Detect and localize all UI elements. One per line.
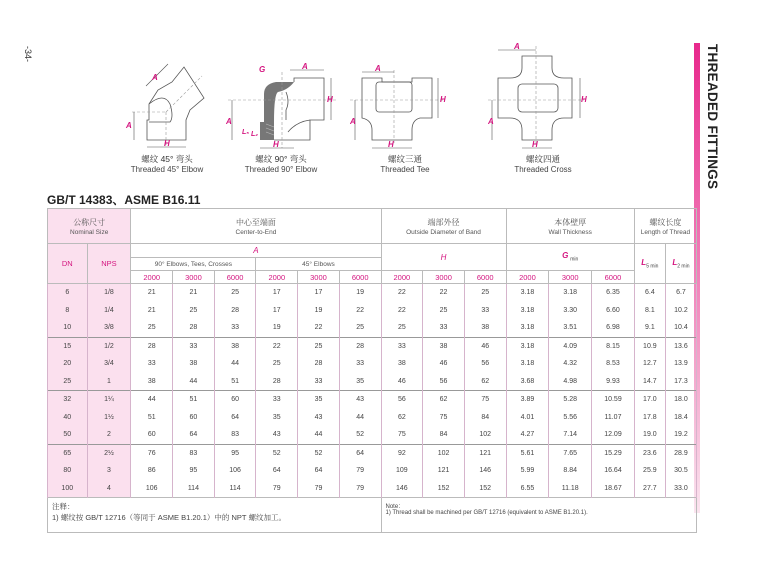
dim-label-a2: A <box>488 117 494 126</box>
cell-dn: 8 <box>48 302 88 320</box>
table-row <box>48 409 697 427</box>
dim-label-l5: L₅ <box>242 129 250 136</box>
table-cell: 76 <box>131 444 173 462</box>
table-cell: 33 <box>256 391 298 409</box>
cell-nps: 1/2 <box>87 337 131 355</box>
header-h: H <box>381 244 506 271</box>
table-cell: 22 <box>339 302 381 320</box>
header-l5-min: $L_{5 min}$ <box>634 244 665 284</box>
table-cell: 79 <box>256 480 298 498</box>
class-6000: 6000 <box>339 271 381 284</box>
table-cell: 25 <box>381 319 423 337</box>
table-cell: 114 <box>173 480 215 498</box>
table-cell: 86 <box>131 462 173 480</box>
table-cell: 64 <box>256 462 298 480</box>
table-cell: 60 <box>173 409 215 427</box>
cell-dn: 100 <box>48 480 88 498</box>
table-cell: 64 <box>214 409 256 427</box>
table-cell: 95 <box>214 444 256 462</box>
cell-nps: 1½ <box>87 409 131 427</box>
table-cell: 3.18 <box>506 284 549 302</box>
table-cell: 28 <box>298 355 340 373</box>
header-90-elbows: 90° Elbows, Tees, Crosses <box>131 258 256 271</box>
table-cell: 38 <box>131 373 173 391</box>
table-cell: 18.4 <box>665 409 696 427</box>
table-cell: 28 <box>214 302 256 320</box>
table-cell: 10.59 <box>592 391 635 409</box>
table-cell: 3.30 <box>549 302 592 320</box>
45-elbow-drawing <box>112 62 222 154</box>
table-cell: 7.14 <box>549 426 592 444</box>
table-cell: 83 <box>173 444 215 462</box>
table-cell: 43 <box>339 391 381 409</box>
table-row <box>48 462 697 480</box>
header-nps: NPS <box>87 244 131 284</box>
table-cell: 44 <box>298 426 340 444</box>
cell-nps: 1/4 <box>87 302 131 320</box>
table-cell: 33 <box>214 319 256 337</box>
table-cell: 3.68 <box>506 373 549 391</box>
table-cell: 9.93 <box>592 373 635 391</box>
cell-nps: 3 <box>87 462 131 480</box>
class-3000: 3000 <box>423 271 465 284</box>
table-cell: 19.2 <box>665 426 696 444</box>
table-cell: 35 <box>339 373 381 391</box>
table-cell: 6.4 <box>634 284 665 302</box>
table-cell: 38 <box>423 337 465 355</box>
table-row <box>48 284 697 302</box>
dim-label-h: H <box>581 95 587 104</box>
table-row <box>48 391 697 409</box>
table-cell: 5.99 <box>506 462 549 480</box>
table-cell: 3.89 <box>506 391 549 409</box>
table-group <box>48 391 697 445</box>
table-cell: 64 <box>173 426 215 444</box>
table-cell: 62 <box>423 391 465 409</box>
table-cell: 52 <box>298 444 340 462</box>
table-cell: 38 <box>173 355 215 373</box>
section-title: THREADED FITTINGS <box>705 44 720 190</box>
table-cell: 109 <box>381 462 423 480</box>
table-row <box>48 444 697 462</box>
table-cell: 35 <box>298 391 340 409</box>
table-cell: 102 <box>423 444 465 462</box>
cell-dn: 20 <box>48 355 88 373</box>
page-number: -34- <box>23 46 33 63</box>
header-wall-thickness: 本体壁厚 Wall Thickness <box>506 209 634 244</box>
table-cell: 64 <box>339 444 381 462</box>
cell-dn: 40 <box>48 409 88 427</box>
header-center-to-end: 中心至端面 Center-to-End <box>131 209 381 244</box>
table-cell: 25 <box>298 337 340 355</box>
table-cell: 11.18 <box>549 480 592 498</box>
table-cell: 44 <box>214 355 256 373</box>
table-cell: 30.5 <box>665 462 696 480</box>
dim-label-h2: H <box>327 95 333 104</box>
table-cell: 146 <box>464 462 506 480</box>
table-cell: 79 <box>339 480 381 498</box>
table-cell: 46 <box>464 337 506 355</box>
table-cell: 4.32 <box>549 355 592 373</box>
table-cell: 51 <box>131 409 173 427</box>
table-cell: 22 <box>256 337 298 355</box>
table-cell: 19 <box>339 284 381 302</box>
table-cell: 62 <box>464 373 506 391</box>
tee-drawing <box>350 62 460 154</box>
table-cell: 114 <box>214 480 256 498</box>
table-cell: 6.7 <box>665 284 696 302</box>
table-cell: 28 <box>173 319 215 337</box>
table-cell: 51 <box>173 391 215 409</box>
table-cell: 5.61 <box>506 444 549 462</box>
class-6000: 6000 <box>592 271 635 284</box>
table-cell: 95 <box>173 462 215 480</box>
cell-dn: 10 <box>48 319 88 337</box>
standard-title: GB/T 14383、ASME B16.11 <box>47 193 201 207</box>
figure-caption-en: Threaded 45° Elbow <box>130 165 204 174</box>
table-cell: 8.15 <box>592 337 635 355</box>
table-cell: 75 <box>423 409 465 427</box>
cell-dn: 15 <box>48 337 88 355</box>
table-cell: 17.3 <box>665 373 696 391</box>
table-cell: 9.1 <box>634 319 665 337</box>
table-cell: 3.18 <box>506 319 549 337</box>
table-cell: 38 <box>381 355 423 373</box>
table-cell: 28 <box>256 373 298 391</box>
header-dn: DN <box>48 244 88 284</box>
table-cell: 4.98 <box>549 373 592 391</box>
table-cell: 17 <box>298 284 340 302</box>
dim-label-g: G <box>259 65 266 74</box>
cell-nps: 2½ <box>87 444 131 462</box>
table-cell: 14.7 <box>634 373 665 391</box>
table-cell: 75 <box>464 391 506 409</box>
table-cell: 4.09 <box>549 337 592 355</box>
table-cell: 44 <box>339 409 381 427</box>
table-cell: 38 <box>464 319 506 337</box>
figure-caption-zh: 螺纹 45° 弯头 <box>141 154 193 164</box>
table-cell: 84 <box>423 426 465 444</box>
cell-dn: 25 <box>48 373 88 391</box>
table-cell: 13.9 <box>665 355 696 373</box>
figure-cross <box>488 42 598 175</box>
table-cell: 21 <box>131 302 173 320</box>
table-cell: 33 <box>131 355 173 373</box>
table-cell: 46 <box>423 355 465 373</box>
table-cell: 5.28 <box>549 391 592 409</box>
figure-caption-en: Threaded Cross <box>514 165 572 174</box>
class-3000: 3000 <box>173 271 215 284</box>
table-cell: 3.18 <box>549 284 592 302</box>
table-cell: 6.60 <box>592 302 635 320</box>
figure-caption-en: Threaded Tee <box>380 165 430 174</box>
table-cell: 4.01 <box>506 409 549 427</box>
table-cell: 21 <box>173 284 215 302</box>
dim-label-a: A <box>514 42 520 51</box>
header-outside-diameter: 端部外径 Outside Diameter of Band <box>381 209 506 244</box>
figure-caption-zh: 螺纹三通 <box>387 154 422 164</box>
cell-nps: 1¼ <box>87 391 131 409</box>
dim-label-h2: H <box>388 140 394 149</box>
table-cell: 92 <box>381 444 423 462</box>
table-cell: 5.56 <box>549 409 592 427</box>
table-cell: 44 <box>173 373 215 391</box>
table-cell: 17 <box>256 284 298 302</box>
table-cell: 33 <box>464 302 506 320</box>
class-2000: 2000 <box>131 271 173 284</box>
table-cell: 79 <box>339 462 381 480</box>
table-row <box>48 480 697 498</box>
table-cell: 56 <box>464 355 506 373</box>
cell-nps: 3/8 <box>87 319 131 337</box>
cell-nps: 1 <box>87 373 131 391</box>
table-cell: 3.18 <box>506 355 549 373</box>
table-cell: 3.18 <box>506 337 549 355</box>
cell-dn: 65 <box>48 444 88 462</box>
table-cell: 33 <box>423 319 465 337</box>
table-cell: 102 <box>464 426 506 444</box>
table-cell: 18.67 <box>592 480 635 498</box>
cell-nps: 2 <box>87 426 131 444</box>
table-cell: 33 <box>339 355 381 373</box>
table-cell: 8.1 <box>634 302 665 320</box>
table-cell: 19 <box>256 319 298 337</box>
table-row <box>48 373 697 391</box>
figure-caption-zh: 螺纹四通 <box>525 154 560 164</box>
table-cell: 28 <box>339 337 381 355</box>
table-cell: 43 <box>256 426 298 444</box>
table-cell: 10.2 <box>665 302 696 320</box>
cell-nps: 4 <box>87 480 131 498</box>
table-cell: 33.0 <box>665 480 696 498</box>
dim-label-h2: H <box>532 140 538 149</box>
dim-label-a2: A <box>152 73 158 82</box>
90-elbow-drawing <box>226 62 336 154</box>
table-cell: 79 <box>298 480 340 498</box>
table-cell: 28.9 <box>665 444 696 462</box>
table-cell: 22 <box>381 302 423 320</box>
table-cell: 43 <box>298 409 340 427</box>
header-45-elbows: 45° Elbows <box>256 258 381 271</box>
header-a: A <box>131 244 381 258</box>
table-cell: 27.7 <box>634 480 665 498</box>
table-row <box>48 319 697 337</box>
header-length-of-thread: 螺纹长度 Length of Thread <box>634 209 696 244</box>
dim-label-a: A <box>375 64 381 73</box>
table-cell: 18.0 <box>665 391 696 409</box>
table-cell: 7.65 <box>549 444 592 462</box>
header-g-min: G $_{min}$ <box>506 244 634 271</box>
table-cell: 44 <box>131 391 173 409</box>
table-cell: 51 <box>214 373 256 391</box>
dim-label-h: H <box>273 140 279 149</box>
table-cell: 121 <box>464 444 506 462</box>
table-cell: 15.29 <box>592 444 635 462</box>
dim-label-h: H <box>440 95 446 104</box>
table-cell: 60 <box>214 391 256 409</box>
table-cell: 19 <box>298 302 340 320</box>
cell-dn: 50 <box>48 426 88 444</box>
figure-45-elbow <box>112 62 222 175</box>
cell-dn: 6 <box>48 284 88 302</box>
table-cell: 60 <box>131 426 173 444</box>
cell-nps: 1/8 <box>87 284 131 302</box>
table-cell: 106 <box>214 462 256 480</box>
table-cell: 12.09 <box>592 426 635 444</box>
dim-label-a: A <box>126 121 132 130</box>
table-cell: 33 <box>173 337 215 355</box>
table-cell: 17.0 <box>634 391 665 409</box>
table-cell: 11.07 <box>592 409 635 427</box>
table-cell: 3.51 <box>549 319 592 337</box>
table-cell: 121 <box>423 462 465 480</box>
table-cell: 6.35 <box>592 284 635 302</box>
table-cell: 8.84 <box>549 462 592 480</box>
table-cell: 46 <box>381 373 423 391</box>
class-6000: 6000 <box>214 271 256 284</box>
table-cell: 17 <box>256 302 298 320</box>
figure-caption-zh: 螺纹 90° 弯头 <box>255 154 307 164</box>
table-row <box>48 426 697 444</box>
table-cell: 22 <box>298 319 340 337</box>
table-cell: 146 <box>381 480 423 498</box>
table-cell: 106 <box>131 480 173 498</box>
cross-drawing <box>488 42 598 154</box>
table-cell: 25 <box>173 302 215 320</box>
table-cell: 22 <box>423 284 465 302</box>
table-cell: 84 <box>464 409 506 427</box>
table-cell: 64 <box>298 462 340 480</box>
table-cell: 22 <box>381 284 423 302</box>
table-row <box>48 355 697 373</box>
figure-tee <box>350 62 460 175</box>
dim-label-l2: L₂ <box>251 131 258 138</box>
dim-label-a2: A <box>302 62 308 71</box>
dimension-table <box>47 208 697 533</box>
table-cell: 25 <box>464 284 506 302</box>
figure-90-elbow <box>226 62 336 175</box>
table-cell: 52 <box>339 426 381 444</box>
table-cell: 10.4 <box>665 319 696 337</box>
table-cell: 8.53 <box>592 355 635 373</box>
notes-en: Note： 1) Thread shall be machined per GB/T 12716 (equivalent to ASME B1.20.1). <box>381 498 697 533</box>
table-cell: 17.8 <box>634 409 665 427</box>
table-cell: 4.27 <box>506 426 549 444</box>
table-cell: 28 <box>131 337 173 355</box>
table-cell: 3.18 <box>506 302 549 320</box>
table-cell: 52 <box>256 444 298 462</box>
table-group <box>48 337 697 391</box>
table-cell: 23.6 <box>634 444 665 462</box>
table-row <box>48 302 697 320</box>
cell-dn: 32 <box>48 391 88 409</box>
table-cell: 25 <box>131 319 173 337</box>
table-cell: 10.9 <box>634 337 665 355</box>
notes-zh: 注释： 1) 螺纹按 GB/T 12716（等同于 ASME B1.20.1）中的 NPT 螺纹加工。 <box>48 498 382 533</box>
table-group <box>48 284 697 338</box>
table-cell: 6.98 <box>592 319 635 337</box>
table-cell: 38 <box>214 337 256 355</box>
table-group <box>48 444 697 498</box>
header-nominal-size: 公称尺寸 Nominal Size <box>48 209 131 244</box>
table-cell: 25 <box>339 319 381 337</box>
dim-label-h: H <box>164 139 170 148</box>
table-cell: 33 <box>298 373 340 391</box>
table-cell: 35 <box>256 409 298 427</box>
table-cell: 13.6 <box>665 337 696 355</box>
class-2000: 2000 <box>381 271 423 284</box>
table-cell: 21 <box>131 284 173 302</box>
dim-label-a: A <box>226 117 232 126</box>
class-2000: 2000 <box>256 271 298 284</box>
table-cell: 33 <box>381 337 423 355</box>
cell-nps: 3/4 <box>87 355 131 373</box>
class-2000: 2000 <box>506 271 549 284</box>
table-cell: 56 <box>423 373 465 391</box>
dim-label-a2: A <box>350 117 356 126</box>
table-cell: 25 <box>423 302 465 320</box>
table-cell: 25 <box>214 284 256 302</box>
table-cell: 12.7 <box>634 355 665 373</box>
table-cell: 152 <box>423 480 465 498</box>
table-cell: 56 <box>381 391 423 409</box>
table-cell: 16.64 <box>592 462 635 480</box>
table-cell: 6.55 <box>506 480 549 498</box>
table-cell: 75 <box>381 426 423 444</box>
table-cell: 25.9 <box>634 462 665 480</box>
header-l2-min: $L_{2 min}$ <box>665 244 696 284</box>
table-cell: 19.0 <box>634 426 665 444</box>
figure-caption-en: Threaded 90° Elbow <box>244 165 318 174</box>
table-cell: 62 <box>381 409 423 427</box>
table-cell: 152 <box>464 480 506 498</box>
class-6000: 6000 <box>464 271 506 284</box>
table-cell: 25 <box>256 355 298 373</box>
class-3000: 3000 <box>298 271 340 284</box>
class-3000: 3000 <box>549 271 592 284</box>
table-row <box>48 337 697 355</box>
table-cell: 83 <box>214 426 256 444</box>
cell-dn: 80 <box>48 462 88 480</box>
